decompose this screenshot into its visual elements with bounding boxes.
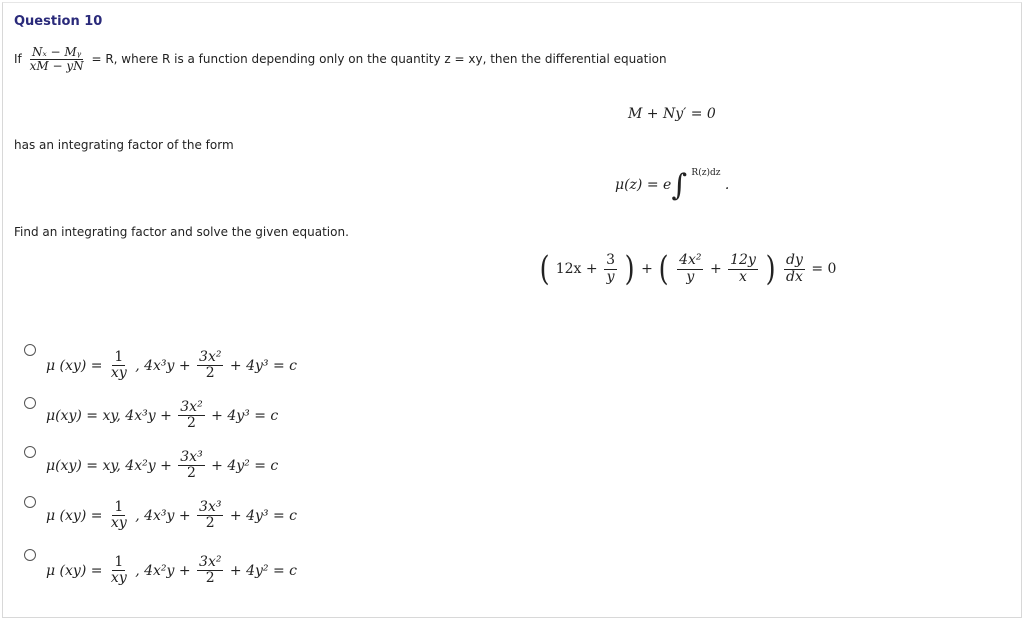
numerator: 1 (114, 554, 124, 570)
numerator: 1 (114, 499, 124, 515)
denominator: 2 (205, 365, 215, 382)
find-instruction: Find an integrating factor and solve the given equation. (14, 225, 349, 239)
option-3[interactable] (46, 450, 278, 482)
numerator: 3x² (180, 399, 203, 415)
fraction-3-over-y (604, 253, 617, 285)
numerator: 4x² (679, 252, 702, 269)
fraction-dy-dx (784, 253, 805, 285)
condition-denominator: xM − yN (29, 59, 84, 74)
left-paren-icon: ( (659, 249, 669, 289)
option-mu-fraction (109, 555, 129, 587)
option-lhs: μ (xy) = (46, 507, 103, 524)
plus-sign: + (641, 261, 653, 277)
option-tail: + 4y³ = c (229, 507, 298, 524)
condition-numerator: Nₓ − Mᵧ (31, 45, 82, 59)
option-mu-fraction (109, 350, 129, 382)
option-radio-5[interactable] (24, 549, 36, 561)
option-solution-fraction (178, 400, 204, 432)
has-integrating-factor-text: has an integrating factor of the form (14, 138, 234, 152)
numerator: dy (786, 252, 803, 269)
condition-fraction (28, 46, 86, 73)
option-tail: + 4y³ = c (211, 407, 279, 424)
option-middle: , 4x³y + (135, 357, 191, 374)
equation-m-ny: M + Ny′ = 0 (628, 106, 716, 122)
numerator: 3x² (199, 349, 222, 365)
option-tail: + 4y² = c (229, 562, 298, 579)
option-lhs: μ (xy) = (46, 357, 103, 374)
term-12x: 12x + (555, 261, 598, 277)
mu-formula (615, 168, 729, 203)
option-radio-2[interactable] (24, 397, 36, 409)
option-middle: , 4x²y + (135, 562, 191, 579)
condition-text: = R, where R is a function depending only on the quantity z = xy, then the differential equation (91, 52, 667, 67)
option-1[interactable] (46, 350, 297, 382)
denominator: y (606, 268, 615, 285)
denominator: 2 (187, 415, 196, 432)
option-solution-fraction (197, 350, 223, 382)
option-middle: , 4x³y + (135, 507, 191, 524)
numerator: 1 (114, 349, 124, 365)
option-solution-fraction (178, 450, 204, 482)
if-word: If (14, 52, 22, 67)
right-paren-icon: ) (625, 249, 636, 289)
equals-zero: = 0 (811, 261, 837, 277)
question-title: Question 10 (14, 14, 103, 29)
option-solution-fraction (197, 555, 223, 587)
denominator: 2 (187, 465, 196, 482)
numerator: 3x³ (180, 449, 203, 465)
option-lhs: μ(xy) = xy, 4x³y + (46, 407, 172, 424)
denominator: dx (786, 268, 803, 285)
plus-sign: + (709, 261, 722, 277)
option-tail: + 4y³ = c (229, 357, 298, 374)
option-radio-4[interactable] (24, 496, 36, 508)
denominator: xy (110, 570, 127, 587)
condition-line (14, 46, 667, 73)
mu-lhs: μ(z) = e (615, 177, 672, 193)
option-mu-fraction (109, 500, 129, 532)
numerator: 3x³ (199, 499, 222, 515)
denominator: xy (110, 365, 127, 382)
option-lhs: μ (xy) = (46, 562, 103, 579)
option-radio-3[interactable] (24, 446, 36, 458)
mu-exponent: R(z)dz (691, 168, 721, 178)
option-5[interactable] (46, 555, 297, 587)
numerator: 3 (606, 252, 615, 269)
option-2[interactable] (46, 400, 278, 432)
numerator: 3x² (199, 554, 222, 570)
denominator: y (686, 268, 695, 285)
option-radio-1[interactable] (24, 344, 36, 356)
given-equation (538, 249, 837, 289)
left-paren-icon: ( (539, 249, 550, 289)
denominator: 2 (205, 515, 215, 532)
option-4[interactable] (46, 500, 297, 532)
mu-period: . (724, 177, 730, 193)
numerator: 12y (730, 252, 756, 269)
option-tail: + 4y² = c (211, 457, 279, 474)
right-paren-icon: ) (765, 249, 776, 289)
fraction-12y-over-x (728, 253, 758, 285)
denominator: x (739, 268, 747, 285)
denominator: xy (110, 515, 127, 532)
option-solution-fraction (197, 500, 223, 532)
fraction-4x2-over-y (677, 253, 703, 285)
option-lhs: μ(xy) = xy, 4x²y + (46, 457, 172, 474)
integral-icon: ∫ (671, 168, 687, 203)
denominator: 2 (205, 570, 215, 587)
